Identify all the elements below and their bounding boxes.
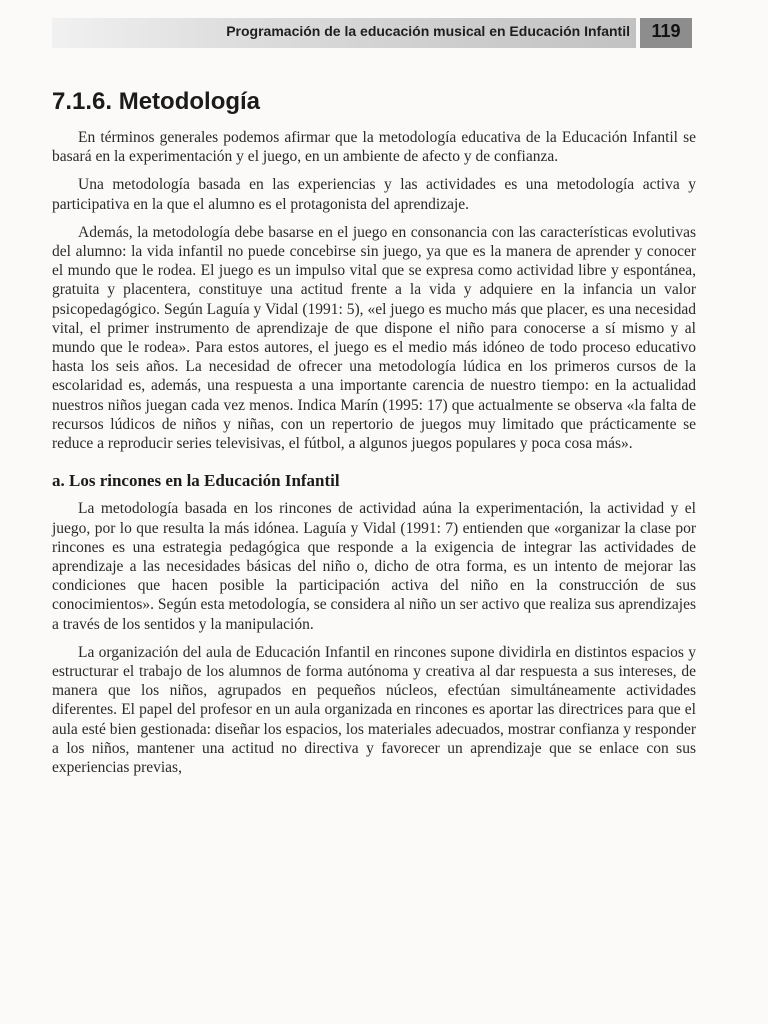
body-text: [52, 128, 696, 786]
running-title: Programación de la educación musical en Educación Infantil: [226, 23, 630, 39]
paragraph: La organización del aula de Educación Infantil en rincones supone dividirla en distintos espacios y estructurar el trabajo de los alumnos de forma autónoma y creativa al dar respuesta a sus intereses, de manera que los niños, agrupados en pequeños núcleos, efectúan simultáneamente actividades diferentes. El papel del profesor en un aula organizada en rincones es aportar las directrices para que el aula esté bien gestionada: diseñar los espacios, los materiales adecuados, mostrar confianza y responder a los niños, mantener una actitud no directiva y favorecer un aprendizaje que se enlace con sus experiencias previas,: [52, 643, 696, 777]
paragraph: Una metodología basada en las experiencias y las actividades es una metodología activa y participativa en la que el alumno es el protagonista del aprendizaje.: [52, 176, 696, 213]
subsection-heading: a. Los rincones en la Educación Infantil: [52, 471, 340, 491]
section-heading: 7.1.6. Metodología: [52, 88, 261, 115]
paragraph: En términos generales podemos afirmar que la metodología educativa de la Educación Infantil se basará en la experimentación y el juego, en un ambiente de afecto y de confianza.: [52, 129, 696, 166]
paragraph: Además, la metodología debe basarse en el juego en consonancia con las características evolutivas del alumno: la vida infantil no puede concebirse sin juego, ya que es la manera de aprender y conocer el mundo que le rodea. El juego es un impulso vital que se expresa como actividad libre y espontánea, gratuita y placentera, constituye una actitud frente a la vida y adquiere en la infancia un valor psicopedagógico. Según Laguía y Vidal (1991: 5), «el juego es mucho más que placer, es una necesidad vital, el primer instrumento de aprendizaje de que dispone el niño para conocerse a sí mismo y al mundo que le rodea». Para estos autores, el juego es el medio más idóneo de todo proceso educativo hasta los seis años. La necesidad de ofrecer una metodología lúdica en los primeros cursos de la escolaridad es, además, una respuesta a una importante carencia de nuestro tiempo: en la actualidad nuestros niños juegan cada vez menos. Indica Marín (1995: 17) que actualmente se observa «la falta de recursos lúdicos de niños y niñas, con un repertorio de juegos muy limitado que prácticamente se reduce a reproducir series televisivas, el fútbol, a algunos juegos populares y poca cosa más».: [52, 223, 696, 453]
paragraph: La metodología basada en los rincones de actividad aúna la experimentación, la actividad y el juego, por lo que resulta la más idónea. Laguía y Vidal (1991: 7) entienden que «organizar la clase por rincones es una estrategia pedagógica que responde a la exigencia de integrar las actividades de aprendizaje a las necesidades básicas del niño o, dicho de otra forma, es un intento de mejorar las condiciones que hacen posible la participación activa del niño en la construcción de sus conocimientos». Según esta metodología, se considera al niño un ser activo que realiza sus aprendizajes a través de los sentidos y la manipulación.: [52, 500, 696, 633]
page-number: 119: [651, 21, 681, 41]
